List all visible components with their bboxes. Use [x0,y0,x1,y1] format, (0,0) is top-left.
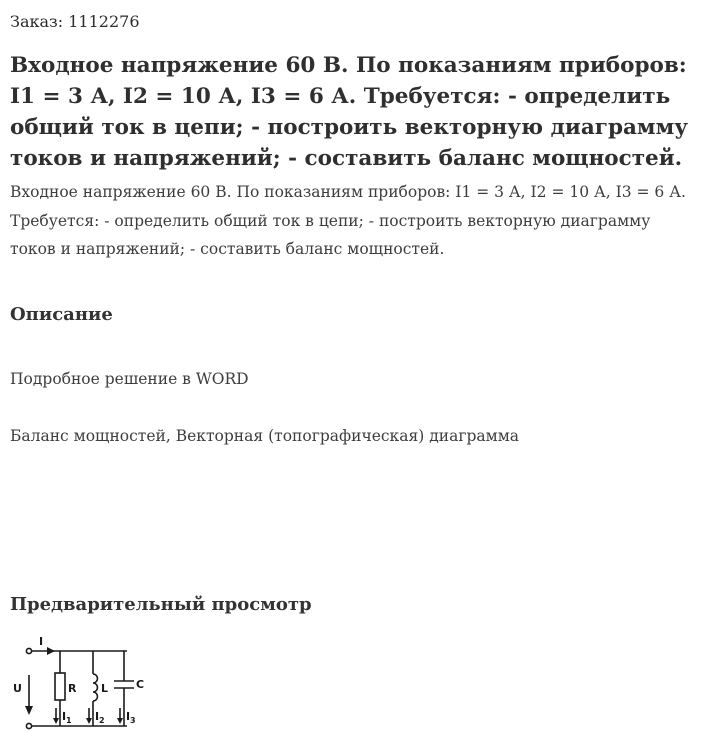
order-number: Заказ: 1112276 [10,12,140,31]
description-paragraph-2: Баланс мощностей, Векторная (топографическая) диаграмма [10,427,519,445]
current-arrowhead [47,647,55,655]
voltage-arrowhead [25,706,33,715]
circuit-diagram [10,630,155,740]
label-capacitor-c: C [136,678,145,691]
task-title: Входное напряжение 60 В. По показаниям приборов: I1 = 3 А, I2 = 10 А, I3 = 6 А. Требуется: - определить общий ток в цепи; - построить векторную диаграмму токов и напряжений; - составить баланс мощностей. [10,53,689,171]
current-i3-arrowhead [117,718,123,724]
input-terminal-top [26,648,31,653]
circuit-preview-image[interactable] [10,630,155,740]
label-current-i: I [39,635,44,648]
label-i1: I [62,710,67,723]
current-i2-arrowhead [86,718,92,724]
description-paragraph-1: Подробное решение в WORD [10,370,249,388]
label-i3: I [126,710,131,723]
current-i1-arrowhead [53,718,59,724]
label-i3-sub: 3 [130,716,136,725]
label-i2-sub: 2 [99,716,105,725]
resistor-symbol [55,673,65,700]
label-resistor-r: R [68,682,77,695]
preview-heading: Предварительный просмотр [10,594,312,615]
description-heading: Описание [10,304,113,325]
label-inductor-l: L [101,682,109,695]
task-description: Входное напряжение 60 В. По показаниям приборов: I1 = 3 А, I2 = 10 А, I3 = 6 А. Требуется: - определить общий ток в цепи; - построить векторную диаграмму токов и напряжений; - составить баланс мощностей. [10,183,686,258]
label-i2: I [95,710,100,723]
label-i1-sub: 1 [66,716,72,725]
input-terminal-bottom [26,723,31,728]
inductor-symbol [93,674,98,701]
label-voltage-u: U [13,682,22,695]
